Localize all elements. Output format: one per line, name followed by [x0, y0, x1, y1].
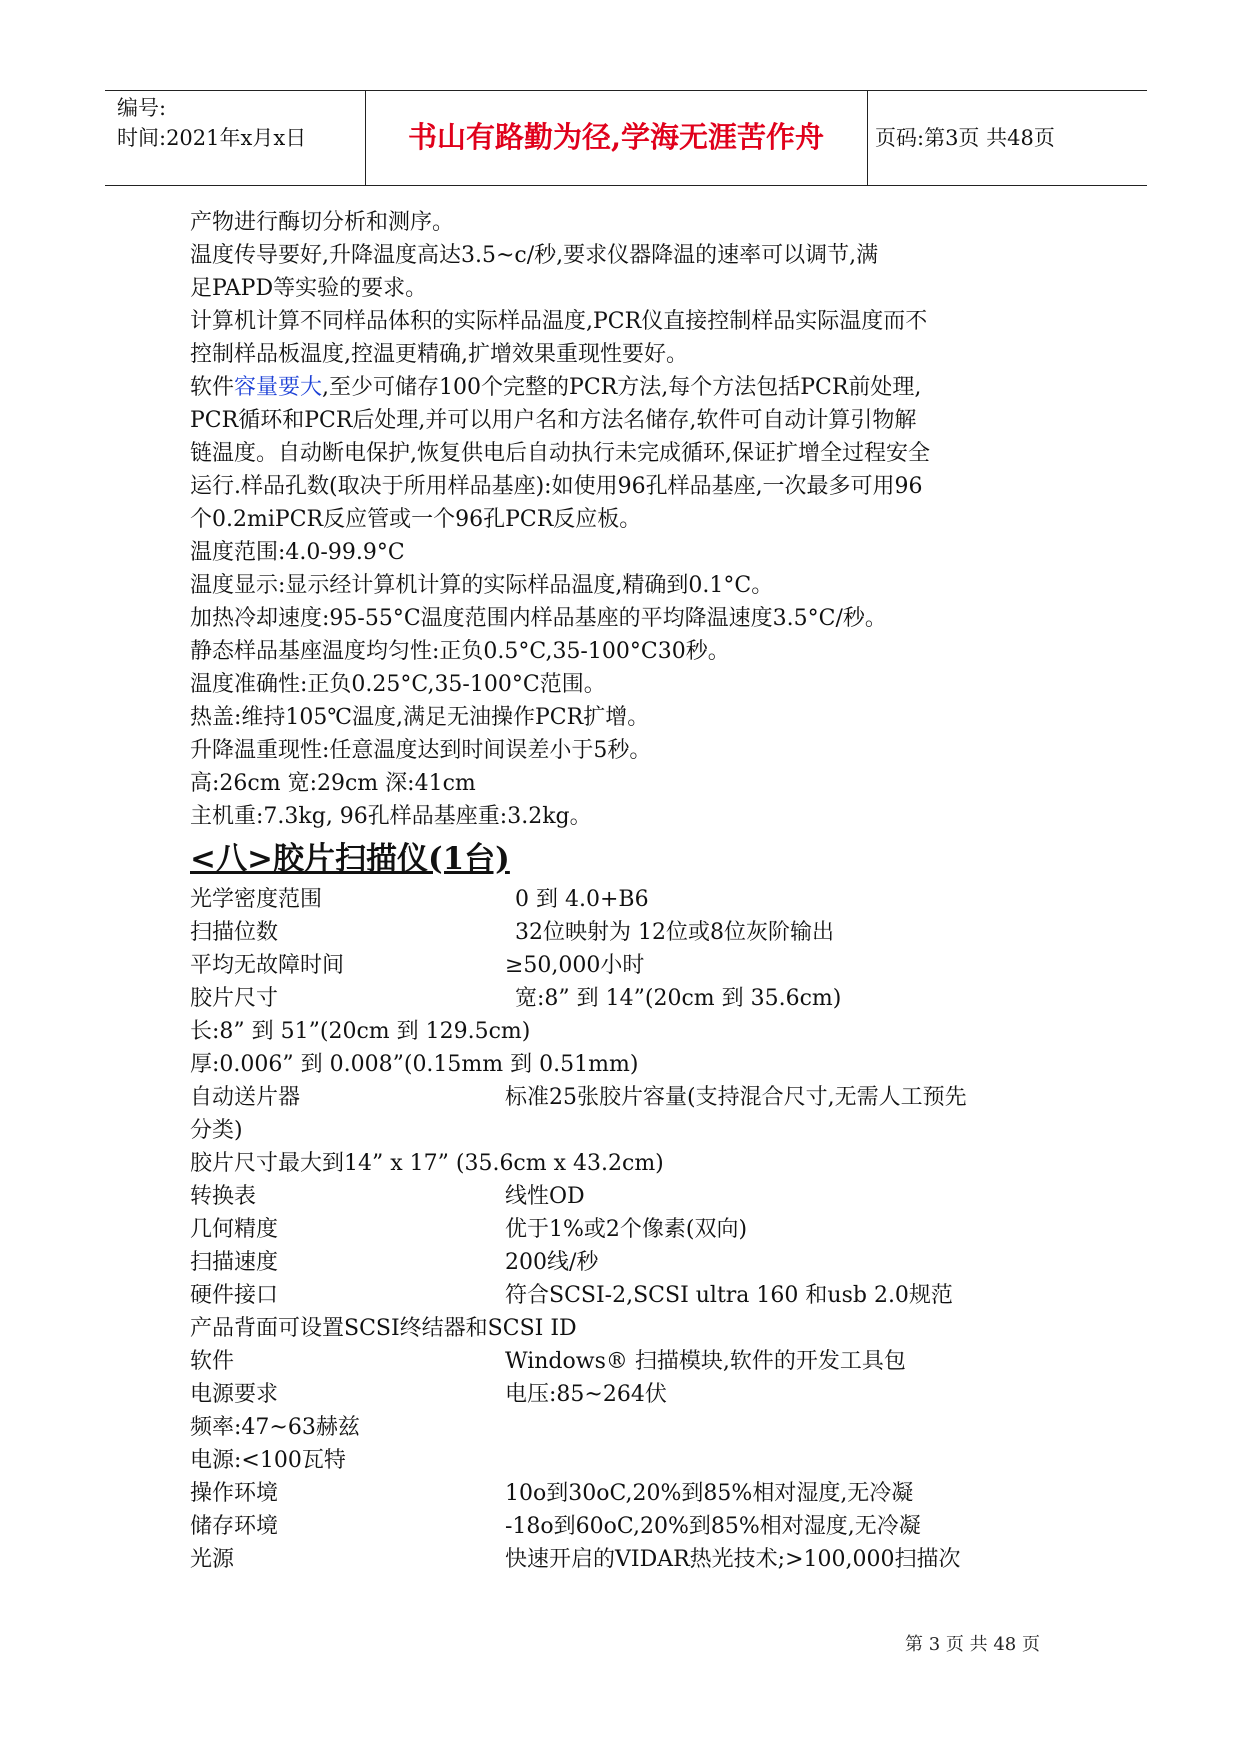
text-line: 温度传导要好,升降温度高达3.5~c/秒,要求仪器降温的速率可以调节,满 [190, 243, 879, 268]
spec-key: 光源 [190, 1547, 235, 1572]
text-line: 控制样品板温度,控温更精确,扩增效果重现性要好。 [190, 342, 688, 367]
spec-key: 几何精度 [190, 1217, 279, 1242]
header-page-number: 页码:第3页 共48页 [875, 126, 1055, 150]
spec-key: 硬件接口 [190, 1283, 279, 1308]
text-line: PCR循环和PCR后处理,并可以用户名和方法名储存,软件可自动计算引物解 [190, 408, 917, 433]
page-footer: 第 3 页 共 48 页 [905, 1634, 1040, 1655]
page-header [105, 90, 1147, 186]
text-line: 长:8” 到 51”(20cm 到 129.5cm) [190, 1019, 531, 1044]
section-heading: <八>胶片扫描仪(1台) [190, 841, 510, 877]
software-prefix: 软件 [190, 375, 235, 400]
spec-row [190, 883, 1070, 916]
text-line: 产品背面可设置SCSI终结器和SCSI ID [190, 1316, 577, 1341]
spec-value: 宽:8” 到 14”(20cm 到 35.6cm) [515, 986, 842, 1011]
text-line: 高:26cm 宽:29cm 深:41cm [190, 771, 476, 796]
text-line: 温度准确性:正负0.25°C,35-100°C范围。 [190, 672, 606, 697]
header-motto: 书山有路勤为径,学海无涯苦作舟 [407, 120, 825, 154]
spec-key: 转换表 [190, 1184, 257, 1209]
spec-value: 快速开启的VIDAR热光技术;>100,000扫描次 [505, 1547, 961, 1572]
spec-value: 10o到30oC,20%到85%相对湿度,无冷凝 [505, 1481, 914, 1506]
spec-value: ≥50,000小时 [505, 953, 645, 978]
spec-value: 32位映射为 12位或8位灰阶输出 [515, 920, 834, 945]
spec-row [190, 916, 1070, 949]
text-line: 胶片尺寸最大到14” x 17” (35.6cm x 43.2cm) [190, 1151, 664, 1176]
spec-key: 电源要求 [190, 1382, 279, 1407]
spec-value: 标准25张胶片容量(支持混合尺寸,无需人工预先 [505, 1085, 967, 1110]
spec-value: -18o到60oC,20%到85%相对湿度,无冷凝 [505, 1514, 921, 1539]
spec-key: 光学密度范围 [190, 887, 323, 912]
spec-key: 软件 [190, 1349, 235, 1374]
spec-value: 电压:85~264伏 [505, 1382, 667, 1407]
text-line: 热盖:维持105℃温度,满足无油操作PCR扩增。 [190, 705, 650, 730]
text-line: 加热冷却速度:95-55°C温度范围内样品基座的平均降温速度3.5°C/秒。 [190, 606, 887, 631]
spec-key: 平均无故障时间 [190, 953, 345, 978]
spec-key: 胶片尺寸 [190, 986, 279, 1011]
text-line: 厚:0.006” 到 0.008”(0.15mm 到 0.51mm) [190, 1052, 639, 1077]
spec-row [190, 1543, 1070, 1576]
spec-row [190, 949, 1070, 982]
spec-key: 操作环境 [190, 1481, 279, 1506]
spec-row [190, 1279, 1070, 1312]
header-meta [117, 93, 306, 153]
text-line: 产物进行酶切分析和测序。 [190, 210, 455, 235]
spec-value: 线性OD [505, 1184, 585, 1209]
spec-row [190, 1477, 1070, 1510]
document-body [190, 206, 1070, 1576]
spec-value: 200线/秒 [505, 1250, 599, 1275]
spec-key: 储存环境 [190, 1514, 279, 1539]
spec-key: 扫描位数 [190, 920, 279, 945]
spec-row [190, 1081, 1070, 1147]
spec-row [190, 982, 1070, 1015]
text-line: 温度范围:4.0-99.9°C [190, 540, 405, 565]
software-rest: ,至少可储存100个完整的PCR方法,每个方法包括PCR前处理, [322, 375, 922, 400]
spec-row [190, 1246, 1070, 1279]
text-line: 运行.样品孔数(取决于所用样品基座):如使用96孔样品基座,一次最多可用96 [190, 474, 923, 499]
spec-row [190, 1378, 1070, 1411]
text-line: 温度显示:显示经计算机计算的实际样品温度,精确到0.1°C。 [190, 573, 774, 598]
spec-row [190, 1510, 1070, 1543]
spec-key: 自动送片器 [190, 1085, 301, 1110]
spec-value: 符合SCSI-2,SCSI ultra 160 和usb 2.0规范 [505, 1283, 953, 1308]
spec-row [190, 1213, 1070, 1246]
text-line: 足PAPD等实验的要求。 [190, 276, 428, 301]
spec-row [190, 1345, 1070, 1378]
text-line: 升降温重现性:任意温度达到时间误差小于5秒。 [190, 738, 652, 763]
text-line: 频率:47~63赫兹 [190, 1415, 360, 1440]
time-label: 时间:2021年x月x日 [117, 126, 307, 150]
software-line [190, 371, 1070, 404]
spec-value: 优于1%或2个像素(双向) [505, 1217, 748, 1242]
spec-key: 扫描速度 [190, 1250, 279, 1275]
header-divider-left [365, 91, 366, 185]
header-divider-right [867, 91, 868, 185]
text-line: 计算机计算不同样品体积的实际样品温度,PCR仪直接控制样品实际温度而不 [190, 309, 928, 334]
text-line: 静态样品基座温度均匀性:正负0.5°C,35-100°C30秒。 [190, 639, 730, 664]
capacity-link[interactable]: 容量要大 [234, 375, 323, 400]
spec-row [190, 1180, 1070, 1213]
text-line: 链温度。自动断电保护,恢复供电后自动执行未完成循环,保证扩增全过程安全 [190, 441, 930, 466]
text-line: 个0.2miPCR反应管或一个96孔PCR反应板。 [190, 507, 642, 532]
text-line: 电源:<100瓦特 [190, 1448, 346, 1473]
text-line: 主机重:7.3kg, 96孔样品基座重:3.2kg。 [190, 804, 592, 829]
spec-value: 0 到 4.0+B6 [515, 887, 649, 912]
spec-value: Windows® 扫描模块,软件的开发工具包 [505, 1349, 906, 1374]
serial-label: 编号: [117, 96, 167, 120]
spec-value-cont: 分类) [190, 1118, 243, 1143]
